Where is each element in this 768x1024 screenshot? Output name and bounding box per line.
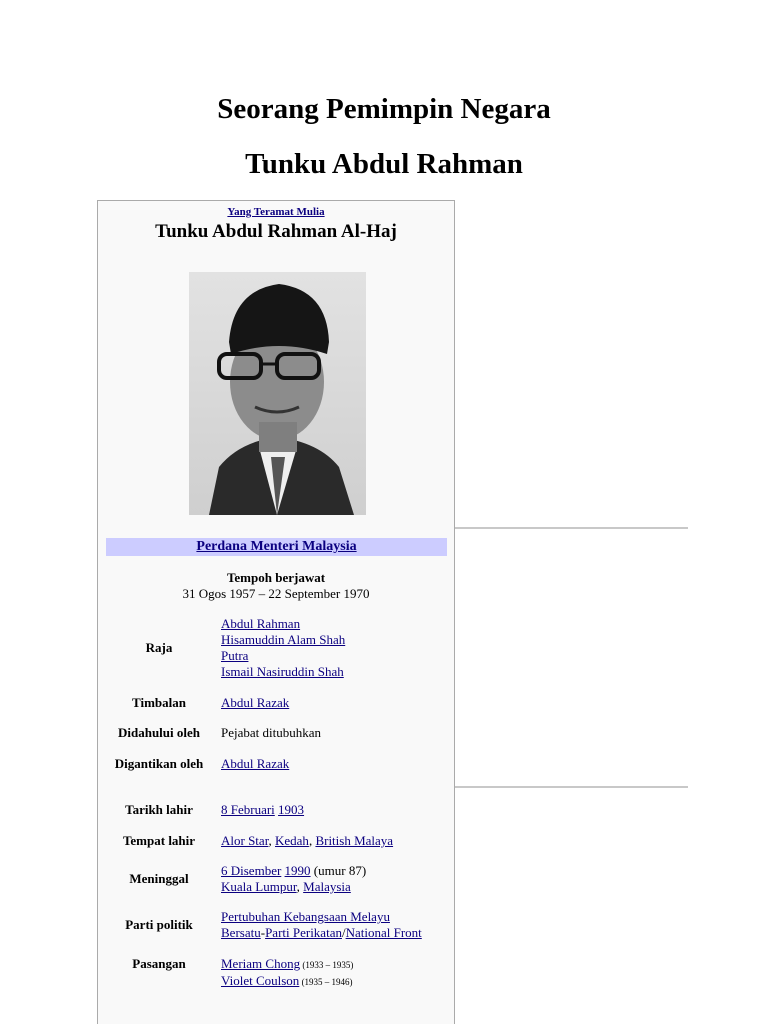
raja-link-3[interactable]: Putra	[221, 648, 249, 663]
infobox	[97, 200, 455, 1024]
separator: ,	[308, 833, 316, 848]
death-city-link[interactable]: Kuala Lumpur	[221, 879, 297, 894]
term-label: Tempoh berjawat	[226, 570, 326, 585]
spouse-years-2: (1935 – 1946)	[299, 977, 353, 987]
term-value: 31 Ogos 1957 – 22 September 1970	[182, 586, 370, 601]
separator: /	[341, 925, 346, 940]
label-raja: Raja	[145, 640, 173, 655]
death-day-link[interactable]: 6 Disember	[221, 863, 282, 878]
label-digantikan: Digantikan oleh	[114, 756, 204, 771]
label-pasangan: Pasangan	[132, 956, 186, 971]
label-tempat-lahir: Tempat lahir	[122, 833, 196, 848]
death-year-link[interactable]: 1990	[284, 863, 311, 878]
label-timbalan: Timbalan	[132, 695, 186, 710]
raja-link-2[interactable]: Hisamuddin Alam Shah	[221, 632, 346, 647]
party-link-perikatan[interactable]: Parti Perikatan	[265, 925, 342, 940]
birth-town-link[interactable]: Alor Star	[221, 833, 269, 848]
death-age: (umur 87)	[310, 863, 367, 878]
separator: -	[260, 925, 266, 940]
label-parti: Parti politik	[125, 917, 193, 932]
portrait-photo	[189, 272, 366, 515]
birth-day-link[interactable]: 8 Februari	[221, 802, 275, 817]
separator: ,	[268, 833, 275, 848]
party-link-national-front[interactable]: National Front	[345, 925, 422, 940]
raja-link-4[interactable]: Ismail Nasiruddin Shah	[221, 664, 344, 679]
birth-state-link[interactable]: Kedah	[275, 833, 309, 848]
birth-country-link[interactable]: British Malaya	[315, 833, 394, 848]
page-title-line2: Tunku Abdul Rahman	[245, 148, 523, 180]
label-meninggal: Meninggal	[129, 871, 189, 886]
spouse-years-1: (1933 – 1935)	[300, 960, 354, 970]
office-link[interactable]: Perdana Menteri Malaysia	[106, 538, 447, 556]
timbalan-link[interactable]: Abdul Razak	[221, 695, 290, 710]
label-tarikh-lahir: Tarikh lahir	[125, 802, 193, 817]
honorific-link[interactable]: Yang Teramat Mulia	[227, 206, 325, 218]
label-didahului: Didahului oleh	[117, 725, 200, 740]
infobox-name: Tunku Abdul Rahman Al-Haj	[155, 221, 397, 242]
party-link-umno[interactable]: Pertubuhan Kebangsaan Melayu	[221, 909, 390, 924]
digantikan-link[interactable]: Abdul Razak	[221, 756, 290, 771]
spouse-link-1[interactable]: Meriam Chong	[221, 956, 301, 971]
party-link-bersatu[interactable]: Bersatu	[221, 925, 261, 940]
separator: ,	[296, 879, 304, 894]
raja-link-1[interactable]: Abdul Rahman	[221, 616, 301, 631]
birth-year-link[interactable]: 1903	[278, 802, 305, 817]
didahului-value: Pejabat ditubuhkan	[221, 725, 322, 740]
page-title-line1: Seorang Pemimpin Negara	[217, 93, 551, 125]
spouse-link-2[interactable]: Violet Coulson	[221, 973, 300, 988]
death-country-link[interactable]: Malaysia	[303, 879, 351, 894]
